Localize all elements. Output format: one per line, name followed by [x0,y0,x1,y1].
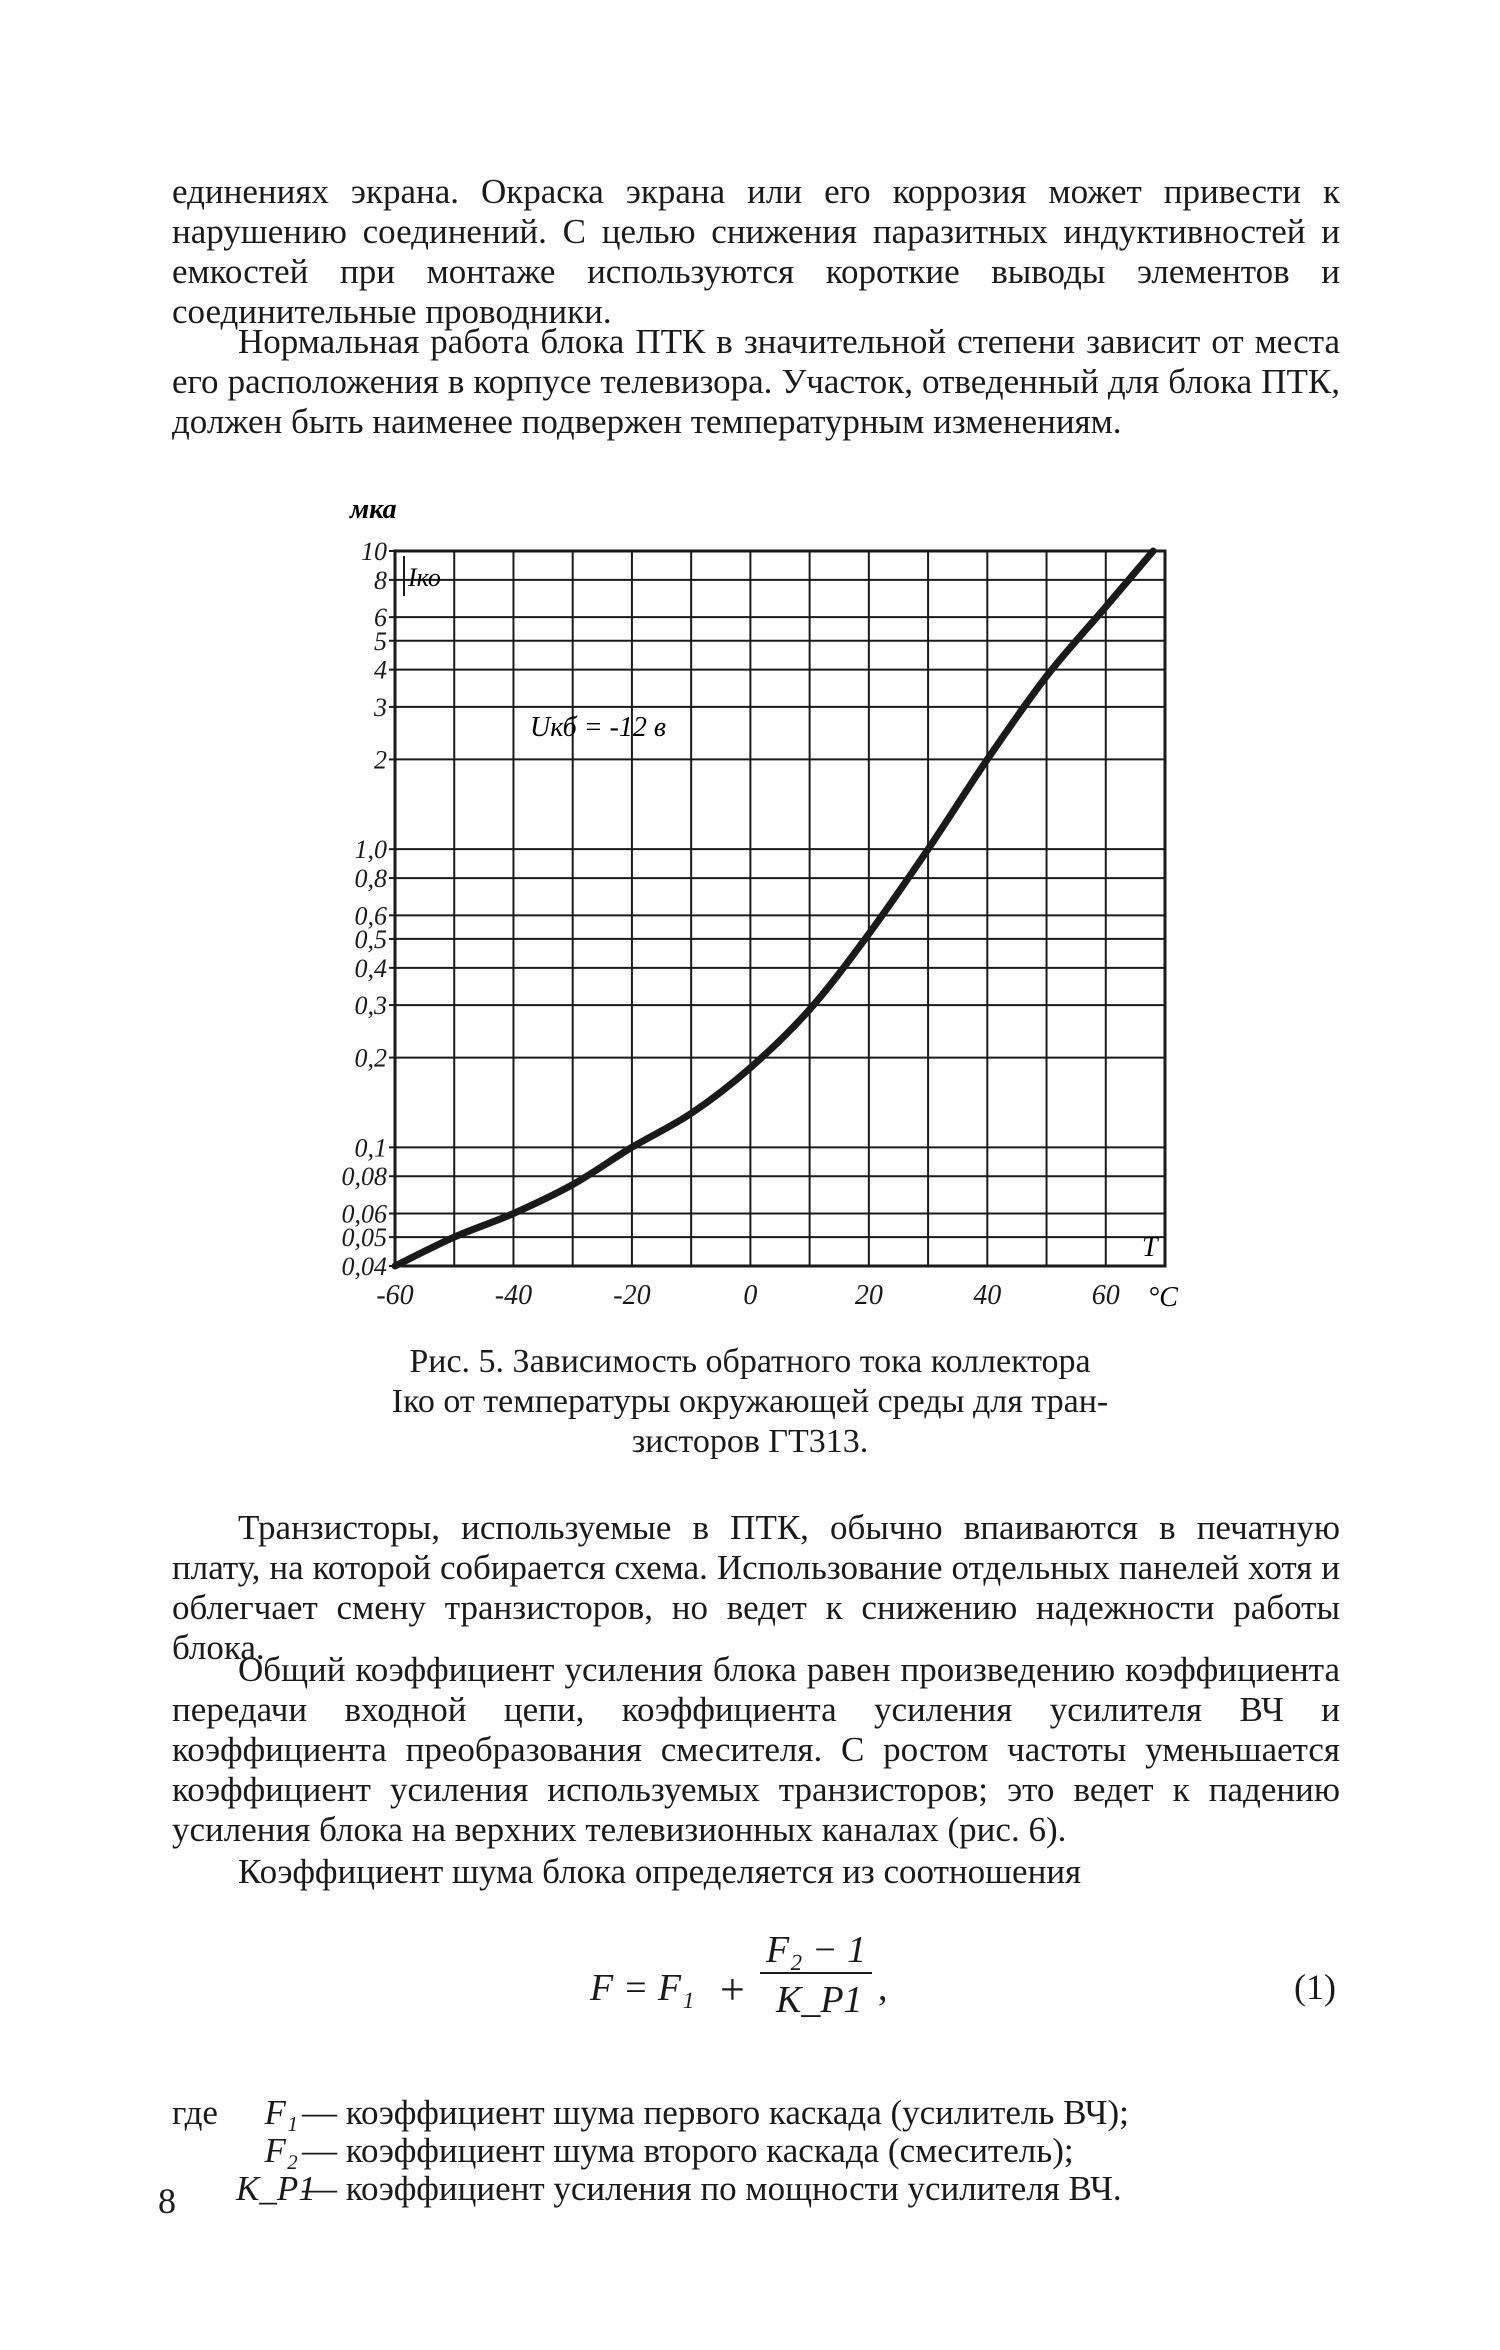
definition-row [172,2170,1340,2208]
chart-ticks [342,537,1120,1311]
y-tick-label: 0,06 [341,1199,387,1229]
figure-caption [300,1342,1200,1462]
formula-numerator: F₂ − 1 [766,1929,867,1971]
caption-line-1: Рис. 5. Зависимость обратного тока коллектора [409,1343,1091,1380]
definition-row [172,2094,1340,2132]
y-tick-label: 0,2 [354,1043,387,1073]
y-tick-label: 8 [374,565,387,595]
voltage-annotation: Uкб = -12 в [530,712,667,743]
x-tick-label: 60 [1091,1280,1120,1311]
curve-label: Iко [408,563,441,592]
y-tick-label: 0,04 [341,1252,387,1281]
noise-formula [560,1928,1320,2068]
y-axis-label: мка [350,496,397,525]
definition-list [172,2094,1340,2208]
definition-lead: где [172,2093,218,2132]
x-tick-label: 20 [854,1280,883,1311]
paragraph-gain: Общий коэффициент усиления блока равен произведению коэффициента передачи входной цепи, коэффициента усиления усилителя ВЧ и коэффициента преобразования смесителя. С ростом частоты уменьшается коэффициент усиления используемых транзисторов; это ведет к падению усиления блока на верхних телевизионных каналах (рис. 6). [172,1650,1340,1849]
y-tick-label: 0,5 [354,924,387,954]
definition-text: — коэффициент шума второго каскада (смеситель); [302,2131,1074,2170]
y-tick-label: 6 [374,603,387,633]
paragraph-intro: единениях экрана. Окраска экрана или его коррозия может привести к нарушению соединений. С целью снижения паразитных индуктивностей и емкостей при монтаже используются короткие выводы элементов и соединительные проводники. [172,172,1340,331]
caption-line-3: зисторов ГТ313. [631,1423,869,1460]
x-tick-label: -20 [613,1280,651,1311]
chart-grid [395,551,1165,1266]
definition-row [172,2132,1340,2170]
y-tick-label: 5 [374,626,387,656]
y-tick-label: 0,6 [354,901,387,931]
paragraph-ptk-location: Нормальная работа блока ПТК в значительной степени зависит от места его расположения в корпусе телевизора. Участок, отведенный для блока ПТК, должен быть наименее подвержен температурным изменениям. [172,322,1340,441]
y-tick-label: 2 [374,745,387,775]
page-number: 8 [158,2181,176,2221]
chart-curve-group [395,551,1153,1266]
definition-symbol: K_P1 [236,2169,316,2208]
paragraph-noise-intro: Коэффициент шума блока определяется из соотношения [238,1852,1082,1891]
y-tick-label: 0,08 [341,1162,387,1192]
formula-denominator: K_P1 [776,1979,863,2021]
x-tick-label: 0 [743,1280,758,1311]
figure-5-chart [330,496,1190,1321]
definition-symbol: F₁ [264,2093,298,2132]
y-tick-label: 10 [361,537,387,566]
chart-canvas [330,496,1190,1321]
definition-text: — коэффициент шума первого каскада (усилитель ВЧ); [302,2093,1129,2132]
x-tick-label: 40 [973,1280,1002,1311]
formula-fraction-bar [760,1972,872,1974]
definition-symbol: F₂ [264,2131,298,2170]
formula-number: (1) [1294,1967,1336,2007]
y-tick-label: 3 [374,692,387,722]
formula-plus: + [720,1965,745,2014]
x-axis-unit: °C [1148,1282,1178,1313]
x-tick-label: -60 [376,1280,414,1311]
y-tick-label: 0,4 [354,953,387,983]
y-tick-label: 0,3 [354,991,387,1021]
definition-text: — коэффициент усиления по мощности усилителя ВЧ. [302,2169,1122,2208]
caption-line-2: Iко от температуры окружающей среды для тран- [391,1383,1109,1420]
paragraph-transistors: Транзисторы, используемые в ПТК, обычно впаиваются в печатную плату, на которой собирается схема. Использование отдельных панелей хотя и облегчает смену транзисторов, но ведет к снижению надежности работы блока. [172,1508,1340,1667]
x-tick-label: -40 [494,1280,533,1311]
x-axis-symbol: T [1142,1232,1158,1263]
y-tick-label: 0,8 [354,864,387,894]
y-tick-label: 0,1 [354,1133,387,1163]
plot-frame [395,551,1165,1266]
formula-lhs: F = F₁ [590,1967,695,2009]
formula-comma: , [878,1967,888,2009]
series-line-iko [395,551,1153,1266]
y-tick-label: 1,0 [354,835,387,865]
y-tick-label: 4 [374,655,387,685]
y-tick-label: 0,05 [341,1223,387,1253]
